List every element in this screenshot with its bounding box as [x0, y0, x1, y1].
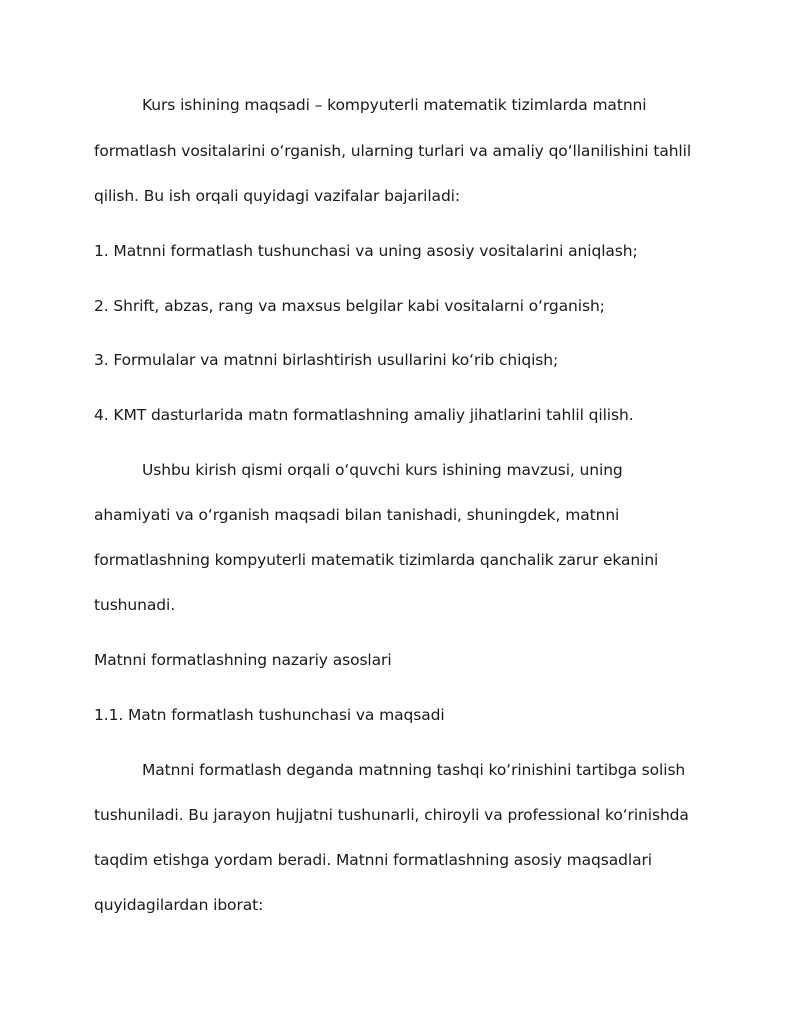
- paragraph-line: taqdim etishga yordam beradi. Matnni formatlashning asosiy maqsadlari: [94, 851, 652, 869]
- list-item: 2. Shrift, abzas, rang va maxsus belgilar kabi vositalarni oʻrganish;: [94, 297, 605, 315]
- paragraph-line: qilish. Bu ish orqali quyidagi vazifalar bajariladi:: [94, 187, 461, 205]
- subsection-heading: 1.1. Matn formatlash tushunchasi va maqsadi: [94, 706, 445, 724]
- paragraph-line: formatlashning kompyuterli matematik tizimlarda qanchalik zarur ekanini: [94, 551, 659, 569]
- list-item: 3. Formulalar va matnni birlashtirish usullarini koʻrib chiqish;: [94, 351, 559, 369]
- list-item: 1. Matnni formatlash tushunchasi va uning asosiy vositalarini aniqlash;: [94, 242, 638, 260]
- list-item: 4. KMT dasturlarida matn formatlashning amaliy jihatlarini tahlil qilish.: [94, 406, 634, 424]
- paragraph-line: ahamiyati va oʻrganish maqsadi bilan tanishadi, shuningdek, matnni: [94, 506, 620, 524]
- paragraph-line: quyidagilardan iborat:: [94, 896, 264, 914]
- paragraph-line: tushuniladi. Bu jarayon hujjatni tushunarli, chiroyli va professional koʻrinishda: [94, 806, 689, 824]
- paragraph-line: Kurs ishining maqsadi – kompyuterli matematik tizimlarda matnni: [142, 96, 647, 114]
- paragraph-line: formatlash vositalarini oʻrganish, ularning turlari va amaliy qoʻllanilishini tahlil: [94, 142, 692, 160]
- paragraph-line: Ushbu kirish qismi orqali oʻquvchi kurs ishining mavzusi, uning: [142, 461, 623, 479]
- paragraph-line: tushunadi.: [94, 596, 176, 614]
- paragraph-line: Matnni formatlash deganda matnning tashqi koʻrinishini tartibga solish: [142, 761, 686, 779]
- section-heading: Matnni formatlashning nazariy asoslari: [94, 651, 392, 669]
